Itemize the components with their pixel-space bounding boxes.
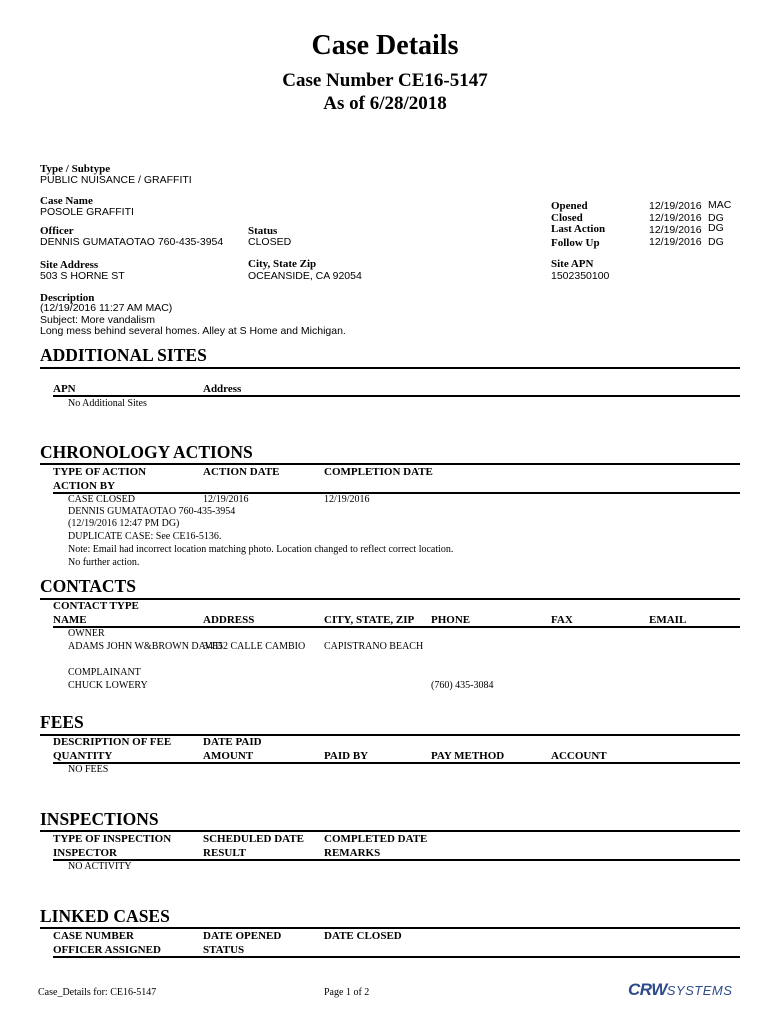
- last-action-label: Last Action: [551, 223, 606, 235]
- divider: [53, 859, 740, 861]
- no-additional-sites: No Additional Sites: [68, 398, 147, 409]
- footer-case-details: Case_Details for: CE16-5147: [38, 987, 157, 998]
- opened-label: Opened: [551, 200, 588, 212]
- footer-page-number: Page 1 of 2: [324, 987, 370, 998]
- col-email: EMAIL: [649, 614, 687, 626]
- col-remarks: REMARKS: [324, 847, 381, 859]
- contacts-title: CONTACTS: [40, 576, 136, 596]
- last-action-date: 12/19/2016: [649, 224, 702, 236]
- linked-cases-title: LINKED CASES: [40, 906, 170, 926]
- divider: [40, 598, 740, 600]
- col-name: NAME: [53, 614, 87, 626]
- officer-value: DENNIS GUMATAOTAO 760-435-3954: [40, 236, 224, 248]
- type-subtype-value: PUBLIC NUISANCE / GRAFFITI: [40, 174, 192, 186]
- closed-date: 12/19/2016: [649, 212, 702, 224]
- description-line: Long mess behind several homes. Alley at S Home and Michigan.: [40, 325, 346, 337]
- additional-sites-title: ADDITIONAL SITES: [40, 345, 207, 365]
- col-status: STATUS: [203, 944, 245, 956]
- col-phone: PHONE: [431, 614, 471, 626]
- contact-name: CHUCK LOWERY: [68, 680, 148, 691]
- city-state-zip-value: OCEANSIDE, CA 92054: [248, 270, 362, 282]
- opened-by: MAC: [708, 199, 732, 211]
- page-title: Case Details: [311, 30, 459, 61]
- col-case-number: CASE NUMBER: [53, 930, 134, 942]
- col-city-state-zip: CITY, STATE, ZIP: [324, 614, 415, 626]
- col-completed-date: COMPLETED DATE: [324, 833, 428, 845]
- status-value: CLOSED: [248, 236, 292, 248]
- description-line: (12/19/2016 11:27 AM MAC): [40, 302, 173, 314]
- col-pay-method: PAY METHOD: [431, 750, 505, 762]
- site-apn-label: Site APN: [551, 258, 594, 270]
- col-date-closed: DATE CLOSED: [324, 930, 402, 942]
- follow-up-date: 12/19/2016: [649, 236, 702, 248]
- col-action-by: ACTION BY: [53, 480, 116, 492]
- logo-crw: CRW: [628, 980, 667, 999]
- description-label: Description: [40, 292, 95, 304]
- contact-address: 34552 CALLE CAMBIO: [203, 641, 306, 652]
- action-note: (12/19/2016 12:47 PM DG): [68, 518, 180, 529]
- action-note: DUPLICATE CASE: See CE16-5136.: [68, 531, 222, 542]
- contact-type: COMPLAINANT: [68, 667, 141, 678]
- divider: [53, 492, 740, 494]
- case-name-label: Case Name: [40, 195, 93, 207]
- divider: [53, 395, 740, 397]
- col-type-of-action: TYPE OF ACTION: [53, 466, 147, 478]
- type-subtype-label: Type / Subtype: [40, 163, 111, 175]
- action-type: CASE CLOSED: [68, 494, 135, 505]
- site-apn-value: 1502350100: [551, 270, 610, 282]
- closed-by: DG: [708, 212, 724, 224]
- col-officer-assigned: OFFICER ASSIGNED: [53, 944, 161, 956]
- no-activity: NO ACTIVITY: [68, 861, 132, 872]
- col-apn: APN: [53, 383, 76, 395]
- description-line: Subject: More vandalism: [40, 314, 155, 326]
- col-paid-by: PAID BY: [324, 750, 369, 762]
- divider: [40, 367, 740, 369]
- status-label: Status: [248, 225, 278, 237]
- inspections-title: INSPECTIONS: [40, 809, 159, 829]
- col-scheduled-date: SCHEDULED DATE: [203, 833, 304, 845]
- site-address-value: 503 S HORNE ST: [40, 270, 125, 282]
- case-name-value: POSOLE GRAFFITI: [40, 206, 134, 218]
- fees-title: FEES: [40, 712, 84, 732]
- action-date: 12/19/2016: [203, 494, 249, 505]
- divider: [53, 956, 740, 958]
- last-action-by: DG: [708, 222, 724, 234]
- divider: [53, 762, 740, 764]
- divider: [40, 463, 740, 465]
- closed-label: Closed: [551, 212, 583, 224]
- crw-systems-logo: [628, 980, 732, 1000]
- col-quantity: QUANTITY: [53, 750, 113, 762]
- opened-date: 12/19/2016: [649, 200, 702, 212]
- action-note: Note: Email had incorrect location matching photo. Location changed to reflect correct location.: [68, 544, 454, 555]
- site-address-label: Site Address: [40, 259, 99, 271]
- officer-label: Officer: [40, 225, 74, 237]
- contact-type: OWNER: [68, 628, 105, 639]
- col-type-of-inspection: TYPE OF INSPECTION: [53, 833, 172, 845]
- col-action-date: ACTION DATE: [203, 466, 280, 478]
- as-of-date: As of 6/28/2018: [323, 93, 447, 114]
- col-date-paid: DATE PAID: [203, 736, 262, 748]
- col-contact-type: CONTACT TYPE: [53, 600, 139, 612]
- col-fax: FAX: [551, 614, 573, 626]
- col-inspector: INSPECTOR: [53, 847, 117, 859]
- col-result: RESULT: [203, 847, 247, 859]
- city-state-zip-label: City, State Zip: [248, 258, 317, 270]
- col-completion-date: COMPLETION DATE: [324, 466, 433, 478]
- contact-name: ADAMS JOHN W&BROWN DAVID: [68, 641, 223, 652]
- follow-up-label: Follow Up: [551, 237, 600, 249]
- completion-date: 12/19/2016: [324, 494, 370, 505]
- divider: [40, 927, 740, 929]
- follow-up-by: DG: [708, 236, 724, 248]
- contact-phone: (760) 435-3084: [431, 680, 494, 691]
- case-number-heading: Case Number CE16-5147: [282, 70, 488, 91]
- col-description-of-fee: DESCRIPTION OF FEE: [53, 736, 172, 748]
- action-note: No further action.: [68, 557, 140, 568]
- action-by: DENNIS GUMATAOTAO 760-435-3954: [68, 506, 236, 517]
- col-date-opened: DATE OPENED: [203, 930, 282, 942]
- divider: [40, 830, 740, 832]
- contact-city: CAPISTRANO BEACH: [324, 641, 424, 652]
- no-fees: NO FEES: [68, 764, 109, 775]
- col-address: Address: [203, 383, 242, 395]
- chronology-title: CHRONOLOGY ACTIONS: [40, 442, 253, 462]
- col-account: ACCOUNT: [551, 750, 607, 762]
- col-amount: AMOUNT: [203, 750, 254, 762]
- divider: [53, 626, 740, 628]
- col-address: ADDRESS: [203, 614, 255, 626]
- logo-systems: SYSTEMS: [666, 983, 733, 998]
